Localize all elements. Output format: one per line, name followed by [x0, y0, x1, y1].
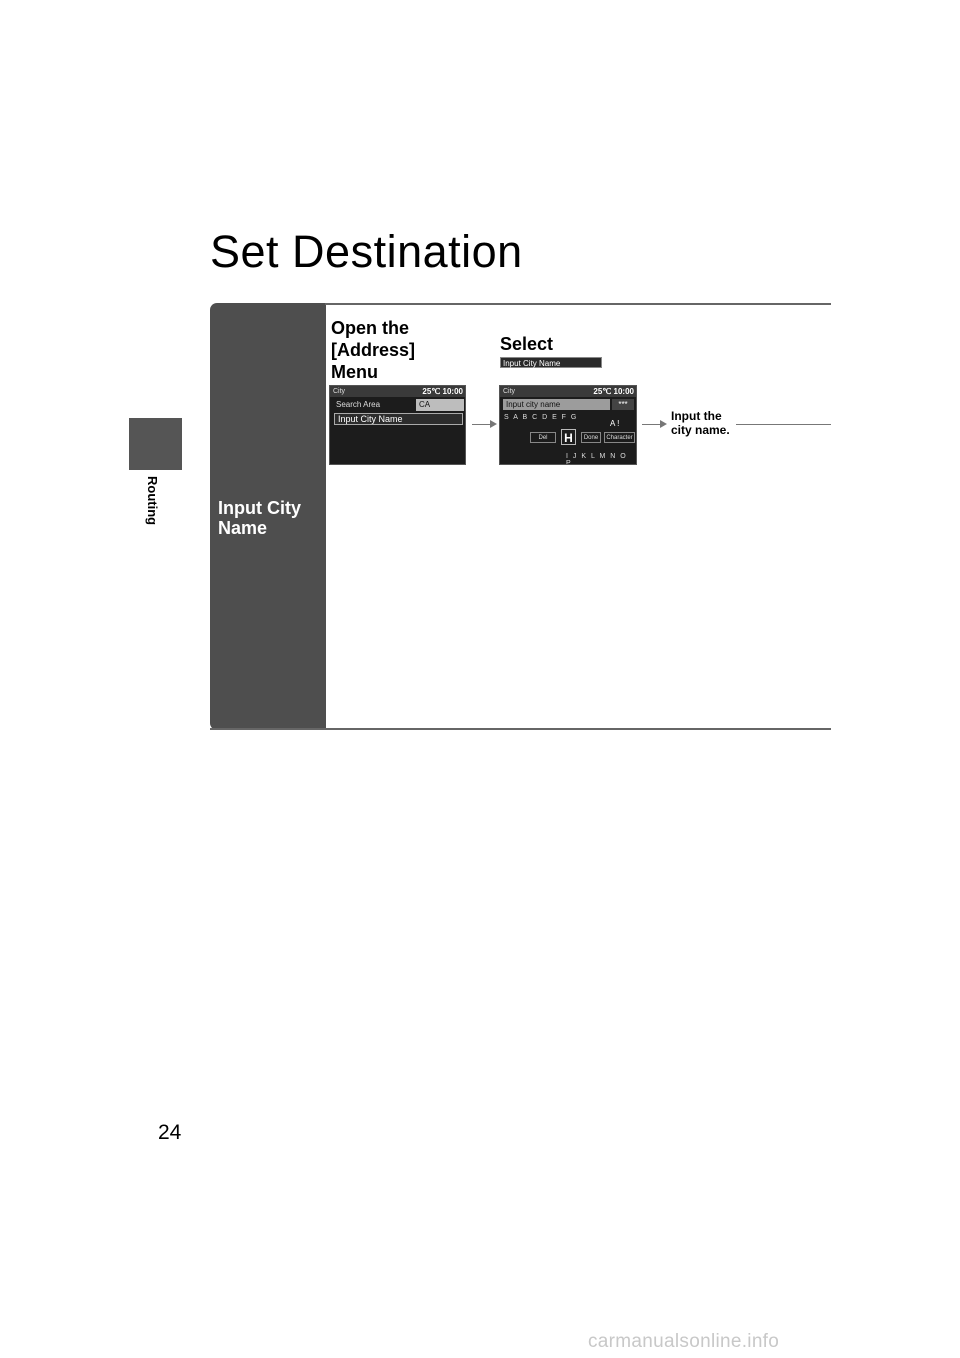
screen-title: City — [503, 388, 516, 395]
screen-status-bar — [500, 386, 636, 397]
city-name-field[interactable]: Input city name — [503, 399, 610, 410]
panel-top-rule — [325, 303, 831, 305]
flow-arrow-head — [660, 420, 667, 428]
done-button[interactable]: Done — [581, 432, 601, 443]
screen-status-bar — [330, 386, 465, 397]
character-button[interactable]: Character — [604, 432, 635, 443]
current-letter-selector[interactable]: H — [561, 429, 576, 445]
input-city-name-item[interactable]: Input City Name — [334, 413, 463, 425]
input-city-name-chip: Input City Name — [500, 357, 602, 368]
letter-row-top[interactable]: S A B C D E F G — [504, 414, 578, 421]
watermark: carmanualsonline.info — [588, 1331, 780, 1352]
symbol-keys[interactable]: A ! — [610, 419, 620, 428]
input-city-note: Input the city name. — [671, 409, 730, 437]
select-instruction: Select — [500, 334, 554, 354]
step-label: Input City Name — [218, 498, 301, 538]
section-tab-label: Routing — [145, 476, 160, 526]
page-title: Set Destination — [210, 226, 523, 277]
screen-clock: 25℃ 10:00 — [422, 387, 463, 396]
screen-title: City — [333, 388, 346, 395]
search-area-label: Search Area — [336, 400, 381, 409]
search-area-value[interactable]: CA — [416, 399, 464, 411]
flow-arrow-head — [490, 420, 497, 428]
letter-row-bottom[interactable]: I J K L M N O P — [566, 453, 628, 465]
results-count: *** — [612, 399, 634, 410]
page-number: 24 — [158, 1121, 182, 1144]
screen-clock: 25℃ 10:00 — [593, 387, 634, 396]
open-address-instruction: Open the [Address] Menu — [331, 318, 416, 382]
note-leader-line — [736, 424, 831, 425]
delete-button[interactable]: Del — [530, 432, 556, 443]
flow-arrow — [472, 424, 492, 425]
flow-arrow — [642, 424, 662, 425]
city-input-screen — [499, 385, 637, 465]
address-menu-screen — [329, 385, 466, 465]
section-tab — [129, 418, 182, 470]
panel-bottom-rule — [210, 728, 831, 730]
